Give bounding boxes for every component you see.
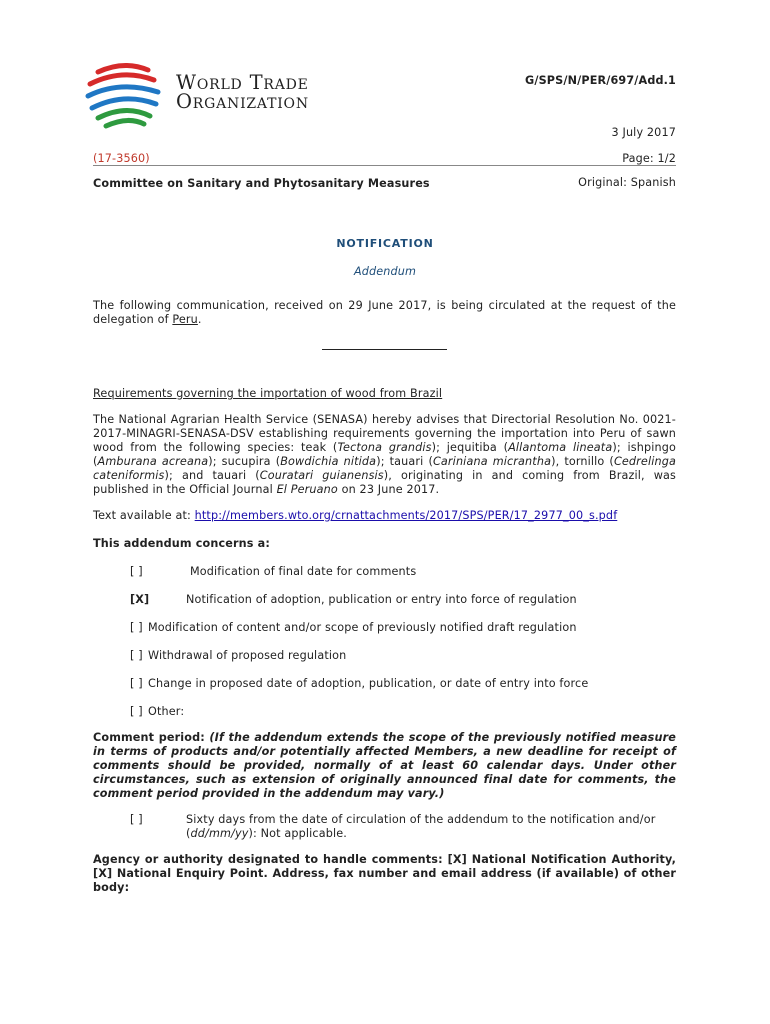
comment-option-text: ): Not applicable.	[248, 827, 347, 840]
org-name-line2: Organization	[176, 90, 309, 113]
body-text: ), originating in and coming from Brazil, was published in the Official Journal	[93, 469, 676, 496]
reference-number: (17-3560)	[93, 152, 150, 165]
org-name-line1: World Trade	[176, 71, 309, 94]
body-text: ); tauari (	[376, 455, 433, 468]
option-label: Withdrawal of proposed regulation	[148, 649, 347, 662]
species-name: Bowdichia nitida	[280, 455, 377, 468]
wto-logo-icon	[84, 58, 164, 130]
document-symbol: G/SPS/N/PER/697/Add.1	[525, 74, 676, 87]
separator-rule	[322, 349, 447, 350]
organization-name	[176, 73, 309, 111]
intro-text: The following communication, received on 29 June 2017, is being circulated at the request of the delegation of	[93, 299, 676, 326]
body-text: on 23 June 2017.	[337, 483, 440, 496]
date-format: dd/mm/yy	[190, 827, 249, 840]
page-number: Page: 1/2	[622, 152, 676, 165]
option-label: Change in proposed date of adoption, publication, or date of entry into force	[148, 677, 589, 690]
species-name: Allantoma lineata	[508, 441, 613, 454]
document-date: 3 July 2017	[611, 126, 676, 139]
addendum-subtitle: Addendum	[353, 265, 417, 278]
body-text: ); and tauari (	[164, 469, 260, 482]
body-text: ); ishpingo (	[93, 441, 676, 468]
option-checkbox[interactable]: [ ]	[130, 677, 143, 690]
agency-paragraph: Agency or authority designated to handle comments: [X] National Notification Authority, [X] National Enquiry Point. Address, fax number and email address (if available) of other body:	[93, 853, 676, 894]
header-divider	[93, 165, 676, 166]
comment-option-label	[186, 813, 676, 841]
option-label: Modification of final date for comments	[190, 565, 417, 578]
committee-name: Committee on Sanitary and Phytosanitary Measures	[93, 177, 430, 190]
option-checkbox[interactable]: [ ]	[130, 565, 143, 578]
comment-option-checkbox[interactable]: [ ]	[130, 813, 143, 826]
option-label: Modification of content and/or scope of previously notified draft regulation	[148, 621, 577, 634]
section-heading: Requirements governing the importation of wood from Brazil	[93, 387, 443, 400]
option-checkbox-checked[interactable]: [X]	[130, 593, 150, 606]
text-available-label: Text available at:	[93, 509, 195, 522]
species-name: Couratari guianensis	[259, 469, 384, 482]
document-link[interactable]: http://members.wto.org/crnattachments/2017/SPS/PER/17_2977_00_s.pdf	[194, 509, 618, 522]
comment-period-text: (If the addendum extends the scope of the previously notified measure in terms of products and/or potentially affected Members, a new deadline for receipt of comments should be provided, normally of at least 60 calendar days. Under other circumstances, such as extension of originally announced final date for comments, the comment period provided in the addendum may vary.)	[93, 731, 677, 800]
journal-name: El Peruano	[276, 483, 338, 496]
addendum-concerns-heading: This addendum concerns a:	[93, 537, 270, 550]
comment-period-paragraph	[93, 731, 676, 801]
body-text: ), tornillo (	[551, 455, 614, 468]
option-checkbox[interactable]: [ ]	[130, 649, 143, 662]
body-text: ); jequitiba (	[431, 441, 509, 454]
intro-paragraph	[93, 299, 676, 327]
species-name: Amburana acreana	[97, 455, 209, 468]
notification-title: NOTIFICATION	[336, 237, 434, 250]
option-checkbox[interactable]: [ ]	[130, 705, 143, 718]
species-name: Cariniana micrantha	[432, 455, 552, 468]
option-label: Notification of adoption, publication or entry into force of regulation	[186, 593, 577, 606]
option-checkbox[interactable]: [ ]	[130, 621, 143, 634]
section-body	[93, 413, 676, 497]
option-label: Other:	[148, 705, 185, 718]
body-text: The National Agrarian Health Service (SENASA) hereby advises that Directorial Resolution No. 0021-2017-MINAGRI-SENASA-DSV establishing requirements governing the importation into Peru of sawn wood from the following species: teak (	[93, 413, 676, 454]
intro-country: Peru	[172, 313, 198, 326]
comment-period-label: Comment period:	[93, 731, 210, 744]
intro-end: .	[197, 313, 202, 326]
comment-option-text: Sixty days from the date of circulation of the addendum to the notification and/or (	[186, 813, 656, 840]
species-name: Cedrelinga cateniformis	[93, 455, 676, 482]
text-available-line	[93, 509, 676, 523]
species-name: Tectona grandis	[337, 441, 432, 454]
body-text: ); sucupira (	[208, 455, 281, 468]
original-language: Original: Spanish	[578, 176, 676, 189]
